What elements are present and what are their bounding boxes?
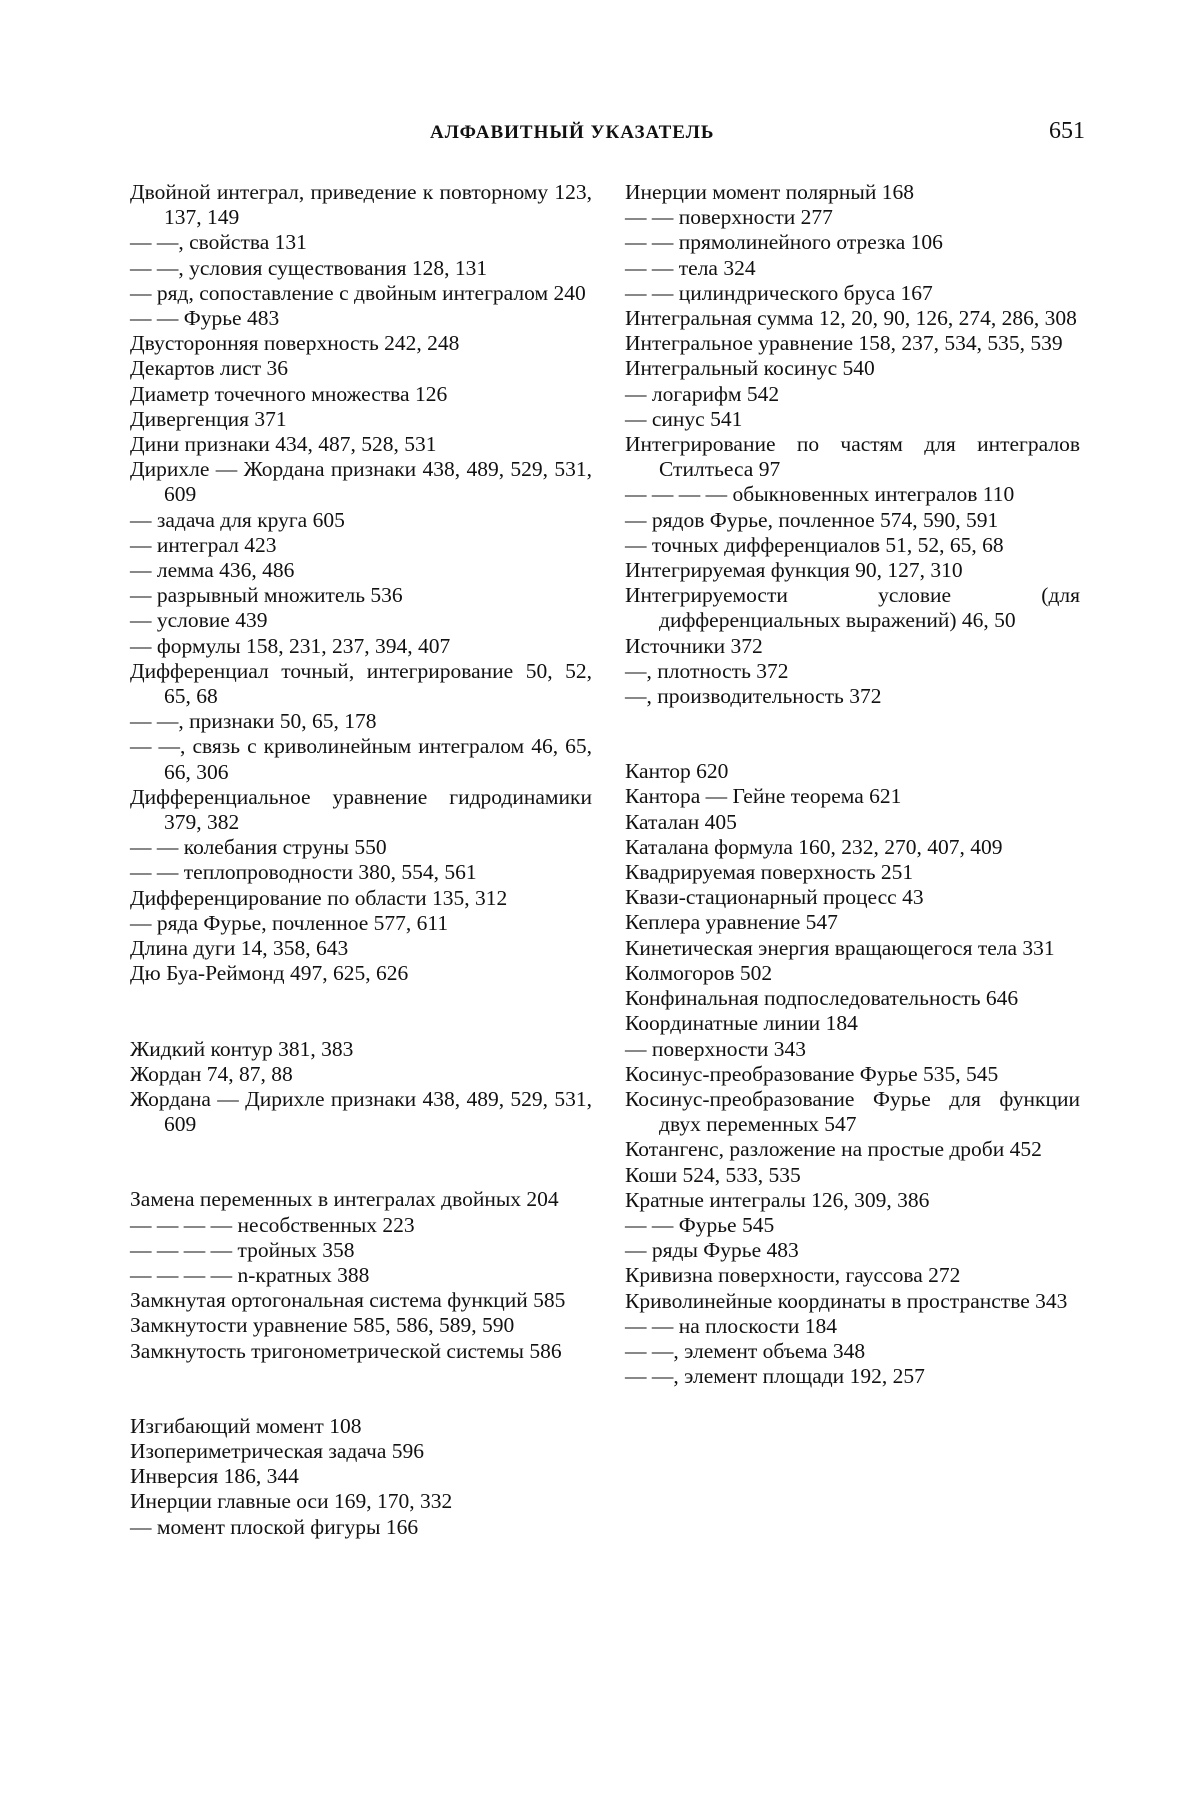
index-entry: — —, элемент объема 348 <box>625 1338 866 1363</box>
index-entry: Кинетическая энергия вращающегося тела 331 <box>625 935 1055 960</box>
index-entry: — —, условия существования 128, 131 <box>130 255 488 280</box>
index-entry: Длина дуги 14, 358, 643 <box>130 936 349 961</box>
index-entry: — логарифм 542 <box>625 381 780 406</box>
index-entry: — — теплопроводности 380, 554, 561 <box>130 860 477 885</box>
index-entry: Жидкий контур 381, 383 <box>130 1036 354 1061</box>
index-entry: Косинус-преобразование Фурье 535, 545 <box>625 1061 999 1086</box>
index-entry: — —, признаки 50, 65, 178 <box>130 709 377 734</box>
index-entry: —, плотность 372 <box>625 658 789 683</box>
index-entry: Дифференциальное уравнение гидродинамики 379, 382 <box>130 784 592 835</box>
index-entry: Котангенс, разложение на простые дроби 452 <box>625 1137 1042 1162</box>
running-title: АЛФАВИТНЫЙ УКАЗАТЕЛЬ <box>430 122 715 143</box>
index-entry: — синус 541 <box>625 406 743 431</box>
index-entry: Каталана формула 160, 232, 270, 407, 409 <box>625 834 1003 859</box>
index-entry: Конфинальная подпоследовательность 646 <box>625 986 1019 1011</box>
index-entry: Инверсия 186, 344 <box>130 1464 299 1489</box>
index-entry: Косинус-преобразование Фурье для функции двух переменных 547 <box>625 1086 1080 1137</box>
index-entry: Изопериметрическая задача 596 <box>130 1438 425 1463</box>
index-entry: — — — — n-кратных 388 <box>130 1262 370 1287</box>
left-index-column <box>130 180 592 1540</box>
index-entry: Двусторонняя поверхность 242, 248 <box>130 331 460 356</box>
index-entry: Дю Буа-Реймонд 497, 625, 626 <box>130 961 409 986</box>
index-entry: — ряда Фурье, почленное 577, 611 <box>130 910 449 935</box>
index-entry: Каталан 405 <box>625 809 737 834</box>
index-entry: Изгибающий момент 108 <box>130 1413 362 1438</box>
letter-group-gap <box>625 709 1080 759</box>
index-entry: — — Фурье 545 <box>625 1212 775 1237</box>
index-entry: — — тела 324 <box>625 255 756 280</box>
index-entry: Кривизна поверхности, гауссова 272 <box>625 1263 961 1288</box>
index-entry: Жордана — Дирихле признаки 438, 489, 529, 531, 609 <box>130 1086 592 1137</box>
index-entry: Интегральное уравнение 158, 237, 534, 535, 539 <box>625 331 1063 356</box>
index-entry: Дини признаки 434, 487, 528, 531 <box>130 432 437 457</box>
index-entry: Квадрируемая поверхность 251 <box>625 860 914 885</box>
index-entry: Интегрирование по частям для интегралов Стилтьеса 97 <box>625 432 1080 482</box>
index-entry: — рядов Фурье, почленное 574, 590, 591 <box>625 507 999 532</box>
index-entry: Интегральный косинус 540 <box>625 356 875 381</box>
index-entry: Дивергенция 371 <box>130 406 287 431</box>
index-entry: — —, связь с криволинейным интегралом 46, 65, 66, 306 <box>130 734 592 784</box>
index-entry: — задача для круга 605 <box>130 507 345 532</box>
page-number: 651 <box>1049 118 1085 144</box>
index-entry: — условие 439 <box>130 608 268 633</box>
index-entry: Диаметр точечного множества 126 <box>130 381 448 406</box>
index-entry: — интеграл 423 <box>130 532 277 557</box>
index-entry: Источники 372 <box>625 633 763 658</box>
index-entry: — — Фурье 483 <box>130 306 280 331</box>
index-entry: Замкнутости уравнение 585, 586, 589, 590 <box>130 1313 515 1338</box>
index-entry: Интегрируемости условие (для дифференциальных выражений) 46, 50 <box>625 583 1080 633</box>
index-entry: — ряд, сопоставление с двойным интегралом 240 <box>130 280 586 305</box>
index-entry: Квази-стационарный процесс 43 <box>625 885 924 910</box>
index-entry: — — — — несобственных 223 <box>130 1212 415 1237</box>
letter-group-gap <box>130 1137 592 1187</box>
index-entry: Замкнутость тригонометрической системы 586 <box>130 1338 562 1363</box>
index-entry: — лемма 436, 486 <box>130 558 295 583</box>
index-entry: — — колебания струны 550 <box>130 835 387 860</box>
index-entry: Коши 524, 533, 535 <box>625 1162 801 1187</box>
index-entry: —, производительность 372 <box>625 684 882 709</box>
index-entry: — формулы 158, 231, 237, 394, 407 <box>130 633 451 658</box>
index-entry: Декартов лист 36 <box>130 356 289 381</box>
index-entry: — — поверхности 277 <box>625 205 833 230</box>
index-entry: — момент плоской фигуры 166 <box>130 1514 419 1539</box>
index-entry: Интегральная сумма 12, 20, 90, 126, 274, 286, 308 <box>625 306 1077 331</box>
index-entry: Замена переменных в интегралах двойных 204 <box>130 1187 559 1212</box>
index-entry: Жордан 74, 87, 88 <box>130 1061 293 1086</box>
index-entry: Замкнутая ортогональная система функций 585 <box>130 1288 566 1313</box>
index-entry: Кантор 620 <box>625 759 729 784</box>
index-entry: Координатные линии 184 <box>625 1011 858 1036</box>
index-entry: Криволинейные координаты в пространстве 343 <box>625 1288 1068 1313</box>
index-entry: — —, элемент площади 192, 257 <box>625 1364 925 1389</box>
letter-group-gap <box>130 987 592 1037</box>
index-entry: Дифференцирование по области 135, 312 <box>130 885 508 910</box>
index-entry: — — цилиндрического бруса 167 <box>625 280 933 305</box>
index-entry: Инерции момент полярный 168 <box>625 180 915 204</box>
index-entry: Двойной интеграл, приведение к повторному 123, 137, 149 <box>130 180 592 230</box>
index-entry: Колмогоров 502 <box>625 960 773 985</box>
index-entry: Дирихле — Жордана признаки 438, 489, 529, 531, 609 <box>130 457 592 507</box>
letter-group-gap <box>130 1364 592 1414</box>
index-entry: — ряды Фурье 483 <box>625 1238 799 1263</box>
page-header <box>130 118 1085 154</box>
index-entry: Кантора — Гейне теорема 621 <box>625 784 902 809</box>
index-entry: — —, свойства 131 <box>130 230 307 255</box>
index-entry: — — прямолинейного отрезка 106 <box>625 230 943 255</box>
index-entry: — — — — тройных 358 <box>130 1237 355 1262</box>
index-entry: Кратные интегралы 126, 309, 386 <box>625 1187 930 1212</box>
index-entry: — — — — обыкновенных интегралов 110 <box>625 482 1015 507</box>
index-entry: — поверхности 343 <box>625 1036 807 1061</box>
index-entry: Дифференциал точный, интегрирование 50, 52, 65, 68 <box>130 658 592 709</box>
index-entry: Интегрируемая функция 90, 127, 310 <box>625 558 963 583</box>
index-entry: Инерции главные оси 169, 170, 332 <box>130 1489 453 1514</box>
index-entry: — — на плоскости 184 <box>625 1313 837 1338</box>
index-entry: Кеплера уравнение 547 <box>625 910 838 935</box>
index-entry: — точных дифференциалов 51, 52, 65, 68 <box>625 532 1004 557</box>
right-index-column <box>625 180 1080 1389</box>
index-entry: — разрывный множитель 536 <box>130 583 403 608</box>
